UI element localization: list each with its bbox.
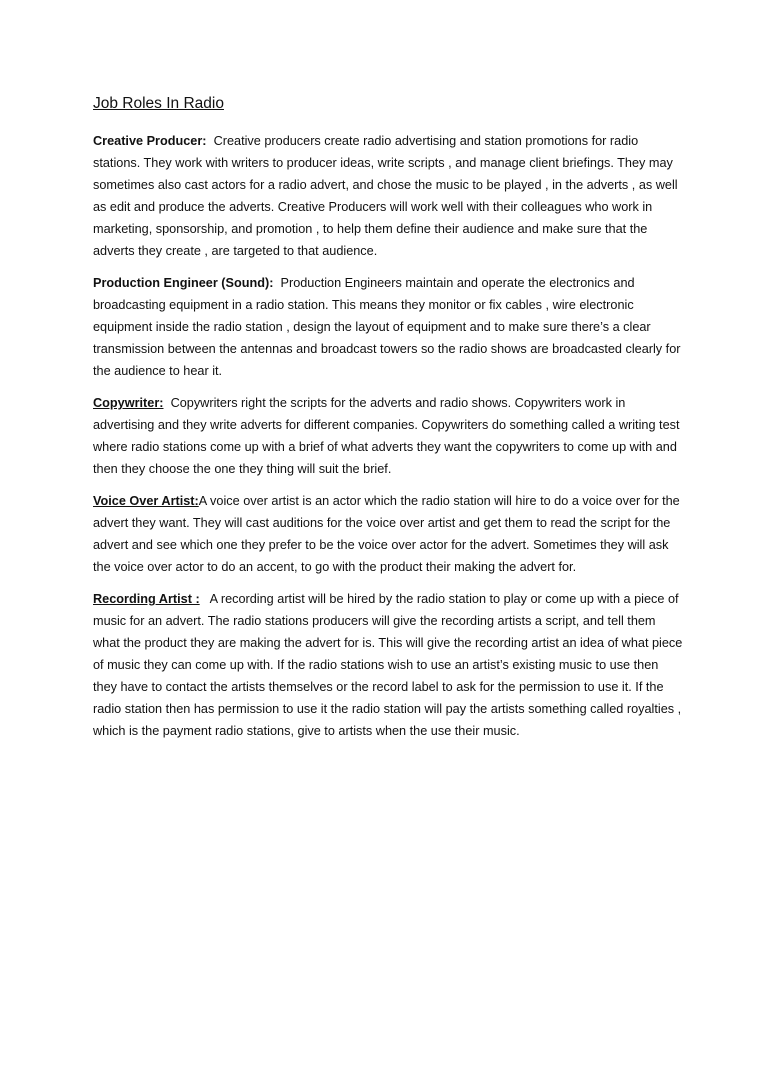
- section-heading: Voice Over Artist:: [93, 494, 199, 508]
- section-body: Creative producers create radio advertising and station promotions for radio stations. They work with writers to producer ideas, write scripts , and manage client briefings. They may sometimes also cast actors for a radio advert, and chose the music to be played , in the adverts , as well as edit and produce the adverts. Creative Producers will work well with their colleagues who work in marketing, sponsorship, and promotion , to help them define their audience and make sure that the adverts they create , are targeted to that audience.: [93, 134, 678, 258]
- section-voice-over-artist: [93, 490, 683, 578]
- section-heading: Production Engineer (Sound):: [93, 276, 274, 290]
- section-body: Copywriters right the scripts for the adverts and radio shows. Copywriters work in advertising and they write adverts for different companies. Copywriters do something called a writing test where radio stations come up with a brief of what adverts they want the copywriters to come up with and then they choose the one they thing will suit the brief.: [93, 396, 680, 476]
- section-body: A voice over artist is an actor which the radio station will hire to do a voice over for the advert they want. They will cast auditions for the voice over artist and get them to read the script for the advert and see which one they prefer to be the voice over actor for the advert. Sometimes they will ask the voice over actor to do an accent, to go with the product their making the advert for.: [93, 494, 680, 574]
- document-page: [93, 94, 683, 752]
- section-body: Production Engineers maintain and operate the electronics and broadcasting equipment in a radio station. This means they monitor or fix cables , wire electronic equipment inside the radio station , design the layout of equipment and to make sure there’s a clear transmission between the antennas and broadcast towers so the radio shows are broadcasted clearly for the audience to hear it.: [93, 276, 681, 378]
- section-heading: Copywriter:: [93, 396, 164, 410]
- section-heading: Recording Artist :: [93, 592, 200, 606]
- document-title: Job Roles In Radio: [93, 95, 224, 112]
- section-recording-artist: [93, 588, 683, 742]
- section-body: A recording artist will be hired by the radio station to play or come up with a piece of music for an advert. The radio stations producers will give the recording artists a script, and tell them what the product they are making the advert for is. This will give the recording artist an idea of what piece of music they can come up with. If the radio stations wish to use an artist’s existing music to use then they have to contact the artists themselves or the record label to ask for the permission to use it. If the radio station then has permission to use it the radio station will pay the artists something called royalties , which is the payment radio stations, give to artists when the use their music.: [93, 592, 683, 738]
- section-copywriter: [93, 392, 683, 480]
- section-production-engineer: [93, 272, 683, 382]
- section-heading: Creative Producer:: [93, 134, 207, 148]
- section-creative-producer: [93, 130, 683, 262]
